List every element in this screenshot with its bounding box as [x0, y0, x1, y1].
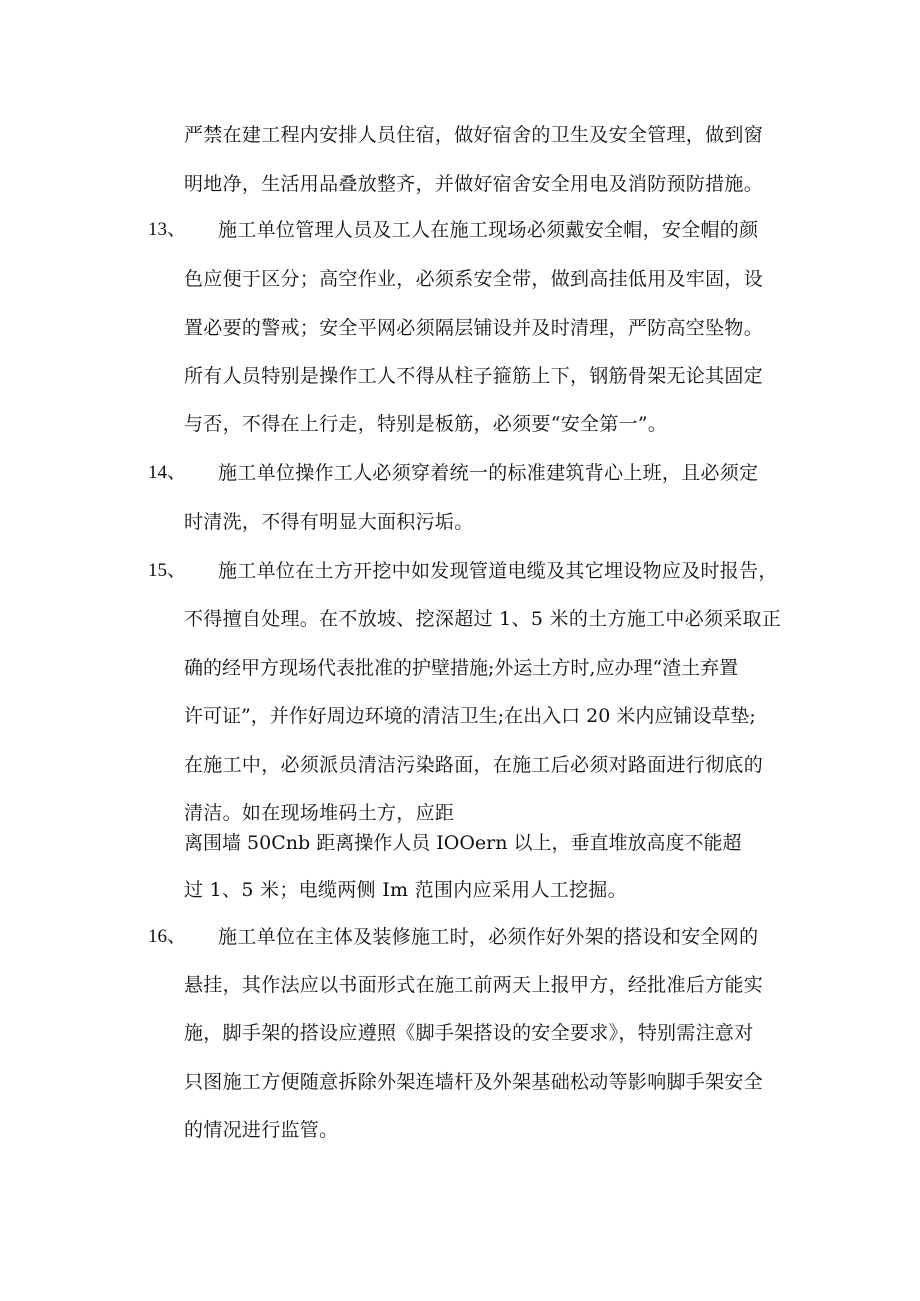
paragraph-line: 色应便于区分；高空作业，必须系安全带，做到高挂低用及牢固，设	[184, 268, 764, 290]
paragraph-line: 施工单位操作工人必须穿着统一的标准建筑背心上班，且必须定	[218, 462, 759, 484]
paragraph-line: 置必要的警戒；安全平网必须隔层铺设并及时清理，严防高空坠物。	[184, 317, 764, 339]
paragraph-line: 不得擅自处理。在不放坡、挖深超过 1、5 米的土方施工中必须采取正	[184, 608, 782, 630]
paragraph-line: 施工单位管理人员及工人在施工现场必须戴安全帽，安全帽的颜	[218, 219, 759, 241]
paragraph-line: 在施工中，必须派员清洁污染路面，在施工后必须对路面进行彻底的	[184, 754, 764, 776]
paragraph-line: 施工单位在主体及装修施工时，必须作好外架的搭设和安全网的	[218, 926, 759, 948]
paragraph-line: 过 1、5 米；电缆两侧 Im 范围内应采用人工挖掘。	[184, 879, 627, 901]
item-number: 14、	[148, 462, 187, 483]
paragraph-line: 施工单位在土方开挖中如发现管道电缆及其它埋设物应及时报告，	[218, 560, 778, 582]
paragraph-line: 时清洗，不得有明显大面积污垢。	[184, 511, 474, 533]
paragraph-line: 离围墙 50Cnb 距离操作人员 IOOern 以上，垂直堆放高度不能超	[184, 832, 742, 854]
item-number: 13、	[148, 219, 187, 240]
paragraph-line: 清洁。如在现场堆码土方，应距	[184, 802, 455, 824]
item-number: 15、	[148, 560, 187, 581]
paragraph-line: 的情况进行监管。	[184, 1119, 339, 1141]
paragraph-line: 明地净，生活用品叠放整齐，并做好宿舍安全用电及消防预防措施。	[184, 173, 764, 195]
paragraph-line: 悬挂，其作法应以书面形式在施工前两天上报甲方，经批准后方能实	[184, 974, 764, 996]
paragraph-line: 确的经甲方现场代表批准的护壁措施;外运土方时,应办理“渣土弃置	[184, 657, 739, 679]
paragraph-line: 只图施工方便随意拆除外架连墙杆及外架基础松动等影响脚手架安全	[184, 1071, 764, 1093]
paragraph-line: 所有人员特别是操作工人不得从柱子箍筋上下，钢筋骨架无论其固定	[184, 365, 764, 387]
paragraph-line: 与否，不得在上行走，特别是板筋，必须要“安全第一”。	[184, 413, 668, 435]
item-number: 16、	[148, 926, 187, 947]
paragraph-line: 许可证”，并作好周边环境的清洁卫生;在出入口 20 米内应铺设草垫;	[184, 705, 756, 727]
paragraph-line: 严禁在建工程内安排人员住宿，做好宿舍的卫生及安全管理，做到窗	[184, 124, 764, 146]
paragraph-line: 施，脚手架的搭设应遵照《脚手架搭设的安全要求》，特别需注意对	[184, 1022, 754, 1044]
